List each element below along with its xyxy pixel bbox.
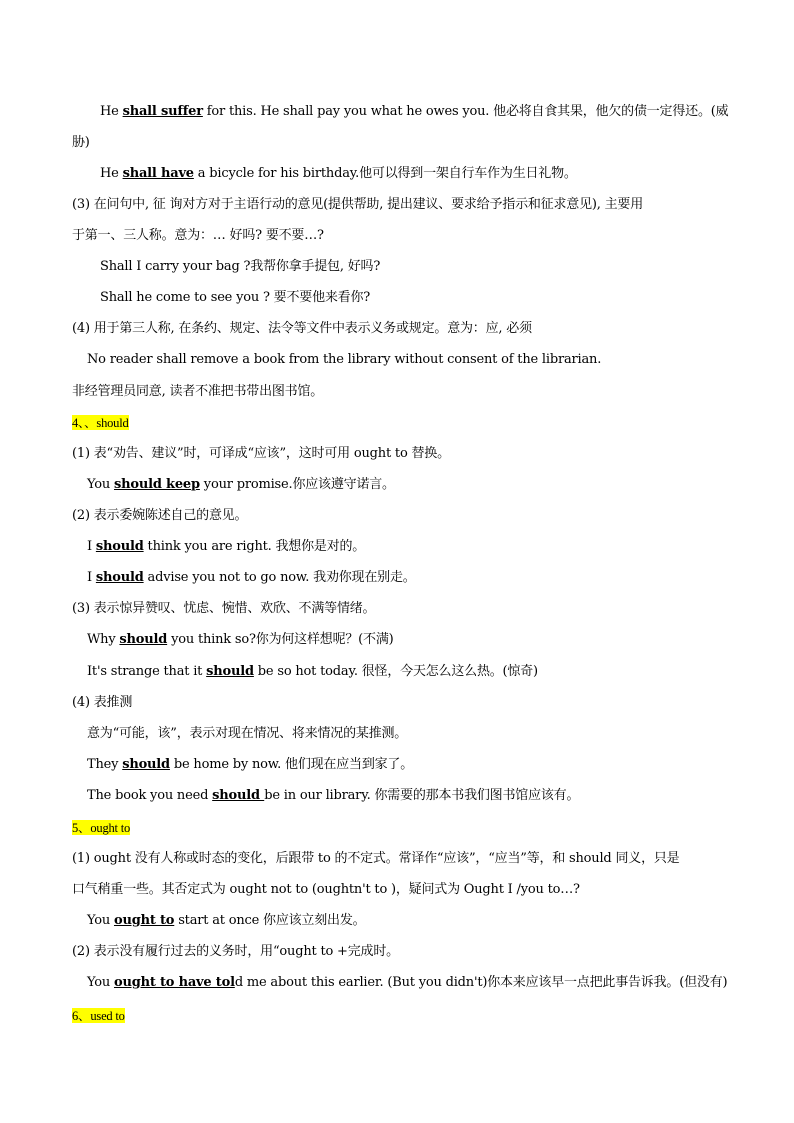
example-should-think: I should think you are right. 我想你是对的。 (87, 539, 366, 554)
ought-rule-1-line-1: (1) ought 没有人称或时态的变化，后跟带 to 的不定式。常译作“应该”，“应当”等，和 should 同义，只是 (72, 851, 680, 866)
keyword-underlined: ought to have tol (113, 975, 235, 990)
should-rule-3: (3) 表示惊异赞叹、忧虑、惋惜、欢欣、不满等情绪。 (72, 601, 376, 616)
ought-rule-1-line-2: 口气稍重一些。其否定式为 ought not to (oughtn't to )，疑问式为 Ought I /you to…? (72, 882, 580, 897)
section-heading-used-to (72, 1007, 125, 1026)
keyword-underlined: should (206, 664, 254, 679)
rule-4: (4) 用于第三人称, 在条约、规定、法令等文件中表示义务或规定。意为：应, 必须 (72, 321, 532, 336)
keyword-underlined: shall suffer (122, 104, 203, 119)
example-why-should: Why should you think so?你为何这样想呢？(不满) (87, 632, 394, 647)
keyword-underlined: shall have (122, 166, 194, 181)
example-should-library: The book you need should be in our library. 你需要的那本书我们图书馆应该有。 (87, 788, 580, 803)
section-heading-should (72, 414, 129, 433)
example-ought-told: You ought to have told me about this earlier. (But you didn't)你本来应该早一点把此事告诉我。(但没有) (87, 975, 728, 990)
keyword-underlined: should (212, 788, 265, 803)
keyword-underlined: should (95, 570, 144, 585)
example-should-advise: I should advise you not to go now. 我劝你现在别走。 (87, 570, 416, 585)
example-should-keep: You should keep your promise.你应该遵守诺言。 (87, 477, 395, 492)
rule-3-line-2: 于第一、三人称。意为：… 好吗? 要不要…? (72, 228, 324, 243)
keyword-underlined: should keep (113, 477, 200, 492)
highlight: 6、used to (72, 1009, 125, 1023)
highlight: 4、、should (72, 416, 129, 430)
should-rule-2: (2) 表示委婉陈述自己的意见。 (72, 508, 248, 523)
example-shall-carry: Shall I carry your bag ?我帮你拿手提包, 好吗? (100, 259, 381, 274)
example-ought-start: You ought to start at once 你应该立刻出发。 (87, 913, 366, 928)
rule-3-line-1: (3) 在问句中, 征 询对方对于主语行动的意见(提供帮助, 提出建议、要求给予指示和征求意见), 主要用 (72, 197, 644, 212)
keyword-underlined: should (122, 757, 170, 772)
example-no-reader: No reader shall remove a book from the library without consent of the librarian. (87, 352, 602, 367)
should-rule-4-meaning: 意为“可能，该”，表示对现在情况、将来情况的某推测。 (87, 726, 408, 741)
example-shall-have: He shall have a bicycle for his birthday.他可以得到一架自行车作为生日礼物。 (100, 166, 577, 181)
should-rule-4: (4) 表推测 (72, 695, 133, 710)
example-should-home: They should be home by now. 他们现在应当到家了。 (87, 757, 414, 772)
example-strange-should: It's strange that it should be so hot today. 很怪，今天怎么这么热。(惊奇) (87, 664, 538, 679)
keyword-underlined: ought to (113, 913, 175, 928)
ought-rule-2: (2) 表示没有履行过去的义务时，用“ought to +完成时。 (72, 944, 399, 959)
example-shall-come: Shall he come to see you ? 要不要他来看你? (100, 290, 371, 305)
keyword-underlined: should (95, 539, 144, 554)
keyword-underlined: should (119, 632, 168, 647)
should-rule-1: (1) 表“劝告、建议”时，可译成“应该”，这时可用 ought to 替换。 (72, 446, 450, 461)
section-heading-ought-to (72, 819, 130, 838)
highlight: 5、ought to (72, 821, 131, 835)
example-shall-suffer-cont: 胁) (72, 135, 90, 150)
example-shall-suffer: He shall suffer for this. He shall pay you what he owes you. 他必将自食其果，他欠的债一定得还。(威 (100, 104, 729, 119)
example-no-reader-translation: 非经管理员同意, 读者不准把书带出图书馆。 (72, 384, 324, 399)
